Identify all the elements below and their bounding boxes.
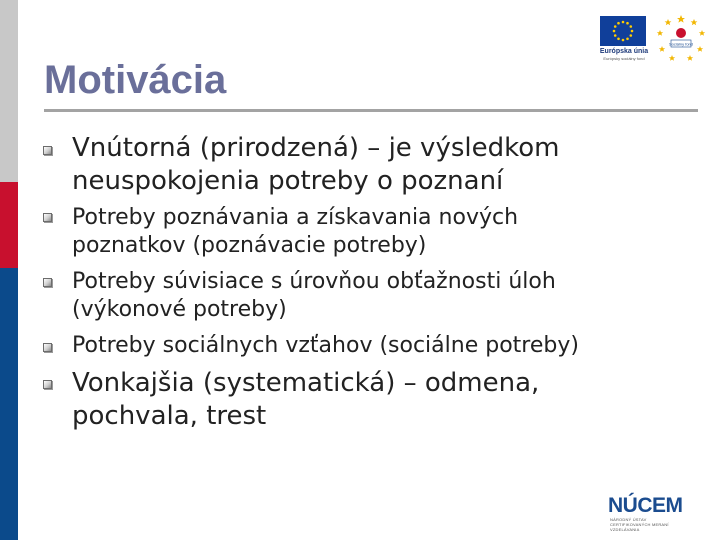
page-title: Motivácia — [44, 58, 227, 102]
bullet-line: Potreby sociálnych vzťahov (sociálne potreby) — [72, 333, 579, 358]
side-stripe-red — [0, 182, 18, 268]
title-divider — [44, 109, 698, 112]
eu-caption: Európska únia — [599, 48, 649, 55]
bullet-item — [72, 268, 556, 323]
esf-star-logo-icon — [656, 14, 706, 62]
bullet-line: (výkonové potreby) — [72, 296, 287, 322]
esf-label: Sociálny fond — [668, 41, 694, 47]
nucem-logo: NÚCEM — [608, 494, 683, 517]
square-bullet-icon — [43, 213, 52, 222]
side-stripe-gray — [0, 0, 18, 182]
square-bullet-icon — [43, 343, 52, 352]
nucem-subtitle: NÁRODNÝ ÚSTAV CERTIFIKOVANÝCH MERANÍ VZDELÁVANIA — [610, 517, 669, 532]
bullet-item — [72, 367, 539, 432]
eu-subcaption: Európsky sociálny fond — [603, 56, 645, 61]
square-bullet-icon — [43, 146, 52, 155]
bullet-line: neuspokojenia potreby o poznaní — [72, 165, 504, 196]
eu-stars-icon — [600, 16, 646, 46]
bullet-line: Vonkajšia (systematická) – odmena, — [72, 368, 540, 398]
square-bullet-icon — [43, 278, 52, 287]
bullet-item — [72, 204, 518, 259]
bullet-item — [72, 132, 559, 197]
bullet-line: pochvala, trest — [72, 400, 267, 431]
square-bullet-icon — [43, 380, 52, 389]
bullet-line: Vnútorná (prirodzená) – je výsledkom — [72, 133, 560, 163]
bullet-item — [72, 332, 579, 360]
bullet-line: poznatkov (poznávacie potreby) — [72, 232, 427, 258]
eu-flag-icon — [600, 16, 646, 46]
bullet-line: Potreby súvisiace s úrovňou obťažnosti úloh — [72, 269, 556, 294]
side-stripe-blue — [0, 268, 18, 540]
bullet-line: Potreby poznávania a získavania nových — [72, 205, 519, 230]
